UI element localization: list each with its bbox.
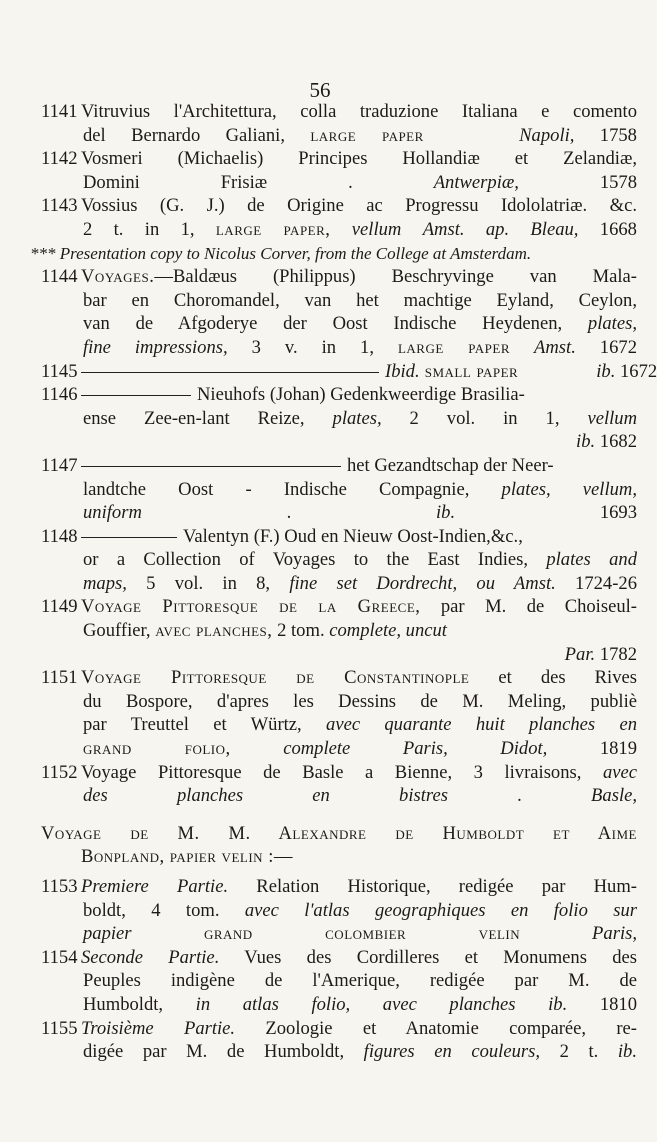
binding: vellum	[330, 218, 402, 240]
imprint-place: Paris,	[592, 923, 637, 945]
lot-number: 1145	[41, 360, 78, 382]
entry-italic: fine impressions,	[83, 336, 228, 358]
lot-number: 1155	[41, 1017, 78, 1039]
entry-italic: uniform	[83, 502, 142, 524]
lot-number: 1146	[41, 384, 78, 406]
entry-italic: des planches en bistres	[83, 785, 448, 807]
size-label: grand folio,	[83, 738, 231, 760]
entry-text: Nieuhofs (Johan) Gedenkweerdige Brasilia-	[197, 384, 525, 406]
part-title: Seconde Partie.	[81, 946, 220, 968]
entry-italic: plates, vellum,	[501, 478, 637, 500]
entry-1153	[41, 875, 637, 946]
entry-text: Domini Frisiæ	[83, 171, 268, 193]
size-label: large paper	[310, 124, 424, 146]
size-label: small paper	[419, 360, 519, 382]
entry-italic: complete	[230, 738, 351, 760]
entry-text: par M. de Choiseul-	[420, 596, 637, 618]
imprint-year: 1672	[575, 336, 637, 358]
entry-text: Zoologie et Anatomie comparée, re-	[235, 1017, 637, 1039]
imprint-place: Par.	[564, 643, 596, 665]
imprint-year: 1782	[595, 643, 637, 665]
entry-text: Relation Historique, redigée par Hum-	[228, 876, 637, 897]
imprint-place: Napoli,	[519, 124, 575, 146]
ditto-rule	[81, 372, 379, 373]
ditto-rule	[81, 537, 177, 538]
entry-text: Valentyn (F.) Oud en Nieuw Oost-Indien,&c.,	[183, 525, 523, 547]
entry-italic: maps,	[83, 572, 127, 594]
lot-number: 1141	[41, 101, 78, 122]
imprint-place: ib.	[576, 431, 596, 453]
entry-text: Humboldt,	[83, 993, 196, 1015]
imprint-place: Basle,	[591, 785, 638, 807]
entry-text: del Bernardo Galiani,	[83, 124, 311, 146]
entry-text: ense Zee-en-lant Reize,	[83, 407, 333, 429]
entry-text: Vues des Cordilleres et Monumens des	[219, 946, 637, 968]
imprint-year: 1693	[455, 502, 638, 524]
leader-dot: .	[517, 785, 522, 807]
entry-italic: plates,	[587, 313, 637, 335]
imprint-place: ib.	[596, 360, 616, 382]
entry-1152	[41, 761, 637, 808]
entry-text: or a Collection of Voyages to the East Indies,	[83, 549, 547, 571]
page-number: 56	[309, 78, 331, 102]
entry-1149	[41, 595, 637, 666]
entry-text: van de Afgoderye der Oost Indische Heydenen,	[83, 313, 588, 335]
entry-1151	[41, 666, 637, 760]
size-label: large paper,	[215, 218, 331, 240]
imprint-year: 1758	[574, 124, 637, 146]
lot-number: 1149	[41, 596, 78, 618]
imprint-year: 1672	[615, 360, 657, 382]
lot-number: 1154	[41, 946, 78, 968]
binding: vellum	[587, 407, 638, 429]
imprint-place: Antwerpiæ,	[433, 171, 519, 193]
entry-italic: avec l'atlas geographiques en folio sur	[244, 899, 638, 921]
imprint-place: ib.	[435, 502, 456, 524]
entry-text: 2 t.	[540, 1041, 599, 1063]
lot-number: 1153	[41, 876, 78, 897]
leader-dot: .	[286, 502, 292, 524]
entry-1147	[41, 454, 637, 525]
heading-line: Bonpland, papier velin :—	[81, 846, 293, 868]
entry-text: 5 vol. in 8,	[126, 572, 290, 594]
imprint-place: Paris, Didot,	[402, 738, 548, 760]
entry-1141	[41, 100, 637, 147]
entry-text: boldt, 4 tom.	[83, 899, 245, 921]
entry-text: Voyage Pittoresque de Basle a Bienne, 3 livraisons,	[81, 761, 603, 783]
entry-text: 2 vol. in 1,	[381, 407, 588, 429]
entry-italic: papier	[83, 923, 132, 945]
entry-text: du Bospore, d'apres les Dessins de M. Meling, publiè	[83, 690, 637, 712]
entry-italic: plates,	[332, 407, 382, 429]
entry-title: Voyage Pittoresque de la Greece,	[81, 596, 421, 618]
entry-1145	[41, 360, 657, 384]
ditto-rule	[81, 395, 191, 396]
entry-text: Peuples indigène de l'Amerique, redigée par M. de	[83, 970, 637, 992]
imprint-place: Amst.	[534, 336, 576, 358]
lot-number: 1142	[41, 148, 78, 170]
entry-1143	[30, 194, 637, 265]
entry-text: Vossius (G. J.) de Origine ac Progressu Idololatriæ. &c.	[81, 195, 637, 217]
size-label: large paper	[397, 336, 511, 358]
entry-1142	[41, 147, 637, 194]
imprint-year: 1578	[518, 171, 638, 193]
lot-number: 1152	[41, 761, 78, 783]
entry-italic: avec quarante huit planches en	[326, 714, 637, 736]
entry-text: 2 tom.	[272, 620, 330, 642]
entry-title: Voyage Pittoresque de Constantinople	[81, 667, 470, 689]
catalogue-entries	[0, 100, 657, 1064]
provenance-note: *** Presentation copy to Nicolus Corver, from the College at Amsterdam.	[30, 243, 532, 263]
imprint-place: ib.	[548, 993, 568, 1015]
entry-text: Vitruvius l'Architettura, colla traduzione Italiana e comento	[81, 101, 637, 122]
size-label: grand colombier velin	[131, 923, 521, 945]
lot-number: 1147	[41, 454, 78, 476]
entry-italic: Ibid.	[385, 360, 420, 382]
entry-text: —Baldæus (Philippus) Beschryvinge van Mala-	[154, 266, 637, 288]
entry-italic: complete, uncut	[329, 620, 447, 642]
imprint-place: Amst. ap. Bleau,	[422, 218, 579, 240]
section-heading-humboldt	[41, 822, 637, 869]
entry-text: 3 v. in 1,	[227, 336, 398, 358]
entry-text: par Treuttel et Würtz,	[83, 714, 327, 736]
part-title: Troisième Partie.	[81, 1017, 236, 1039]
imprint-year: 1819	[547, 738, 638, 760]
lot-number: 1151	[41, 667, 78, 689]
imprint-year: 1724-26	[555, 572, 638, 594]
size-label: avec planches,	[155, 620, 273, 642]
entry-italic: in atlas folio, avec planches	[195, 993, 516, 1015]
entry-text: het Gezandtschap der Neer-	[347, 454, 554, 476]
imprint-year: 1810	[567, 993, 638, 1015]
lot-number: 1148	[41, 525, 78, 547]
entry-text: 2 t. in 1,	[83, 218, 216, 240]
heading-line: Voyage de M. M. Alexandre de Humboldt et Aime	[41, 822, 637, 844]
entry-text: digée par M. de Humboldt,	[83, 1041, 364, 1063]
entry-text: Vosmeri (Michaelis) Principes Hollandiæ et Zelandiæ,	[81, 148, 637, 170]
imprint-place: fine set Dordrecht, ou Amst.	[289, 572, 556, 594]
lot-number: 1143	[41, 195, 78, 217]
entry-text: bar en Choromandel, van het machtige Eyland, Ceylon,	[83, 289, 637, 311]
imprint-place: ib.	[617, 1041, 637, 1063]
ditto-rule	[81, 466, 341, 467]
entry-text: Gouffier,	[83, 620, 156, 642]
entry-1154	[41, 946, 637, 1017]
entry-1144	[41, 265, 637, 359]
leader-dot: .	[348, 171, 353, 193]
entry-italic: avec	[602, 761, 637, 783]
entry-1148	[41, 525, 637, 596]
imprint-year: 1682	[595, 431, 637, 453]
section-heading: Voyages.	[81, 266, 155, 288]
entry-text: landtche Oost - Indische Compagnie,	[83, 478, 502, 500]
entry-italic: figures en couleurs,	[363, 1041, 541, 1063]
entry-1155	[41, 1017, 637, 1064]
entry-italic: plates and	[546, 549, 637, 571]
imprint-year: 1668	[578, 218, 637, 240]
entry-text: et des Rives	[469, 667, 637, 689]
lot-number: 1144	[41, 266, 78, 288]
entry-1146	[41, 383, 637, 454]
part-title: Premiere Partie.	[81, 876, 229, 897]
